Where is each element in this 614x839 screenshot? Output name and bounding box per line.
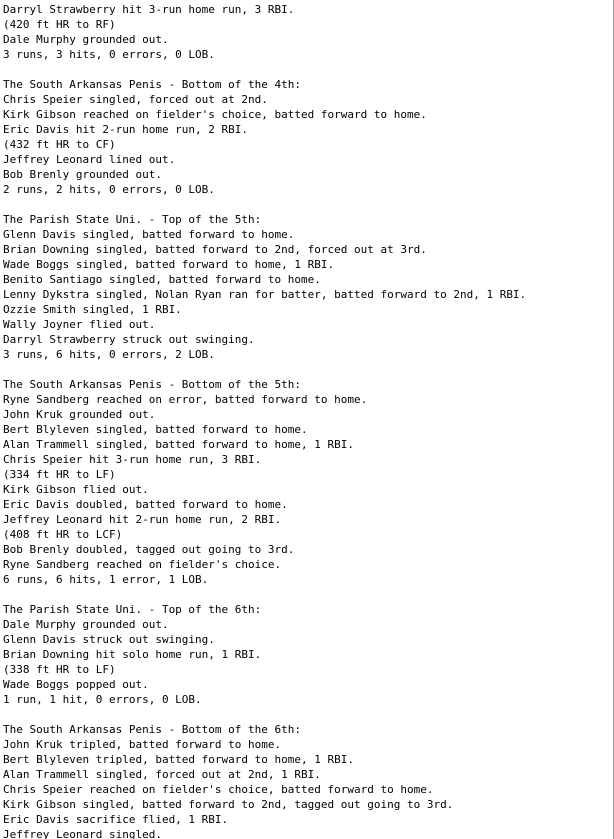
log-line: (408 ft HR to LCF) — [3, 528, 123, 541]
log-line: Bert Blyleven tripled, batted forward to home, 1 RBI. — [3, 753, 354, 766]
log-line: Alan Trammell singled, batted forward to home, 1 RBI. — [3, 438, 354, 451]
log-line: Wally Joyner flied out. — [3, 318, 156, 331]
log-line: Dale Murphy grounded out. — [3, 33, 169, 46]
blank-line — [3, 197, 613, 212]
log-line: Glenn Davis struck out swinging. — [3, 633, 215, 646]
log-line: 1 run, 1 hit, 0 errors, 0 LOB. — [3, 693, 202, 706]
log-line: Darryl Strawberry hit 3-run home run, 3 RBI. — [3, 3, 295, 16]
log-line: Kirk Gibson reached on fielder's choice, batted forward to home. — [3, 108, 427, 121]
log-line: The South Arkansas Penis - Bottom of the 5th: — [3, 378, 302, 391]
blank-line — [3, 362, 613, 377]
log-line: The Parish State Uni. - Top of the 5th: — [3, 213, 262, 226]
log-line: (432 ft HR to CF) — [3, 138, 116, 151]
log-line: The Parish State Uni. - Top of the 6th: — [3, 603, 262, 616]
log-line: 6 runs, 6 hits, 1 error, 1 LOB. — [3, 573, 209, 586]
log-line: Eric Davis hit 2-run home run, 2 RBI. — [3, 123, 249, 136]
log-line: Dale Murphy grounded out. — [3, 618, 169, 631]
log-line: Bob Brenly grounded out. — [3, 168, 162, 181]
log-line: Eric Davis doubled, batted forward to home. — [3, 498, 288, 511]
log-line: Jeffrey Leonard singled. — [3, 828, 162, 839]
log-line: Brian Downing singled, batted forward to 2nd, forced out at 3rd. — [3, 243, 427, 256]
log-line: Bert Blyleven singled, batted forward to home. — [3, 423, 308, 436]
log-line: Wade Boggs singled, batted forward to home, 1 RBI. — [3, 258, 335, 271]
log-line: Alan Trammell singled, forced out at 2nd, 1 RBI. — [3, 768, 321, 781]
play-by-play-log — [3, 2, 613, 839]
log-line: Chris Speier singled, forced out at 2nd. — [3, 93, 268, 106]
log-line: Kirk Gibson flied out. — [3, 483, 149, 496]
log-line: John Kruk grounded out. — [3, 408, 156, 421]
log-line: 3 runs, 6 hits, 0 errors, 2 LOB. — [3, 348, 215, 361]
log-line: 2 runs, 2 hits, 0 errors, 0 LOB. — [3, 183, 215, 196]
log-line: Wade Boggs popped out. — [3, 678, 149, 691]
log-line: Ryne Sandberg reached on error, batted forward to home. — [3, 393, 368, 406]
log-line: 3 runs, 3 hits, 0 errors, 0 LOB. — [3, 48, 215, 61]
log-line: Bob Brenly doubled, tagged out going to 3rd. — [3, 543, 295, 556]
log-line: Chris Speier reached on fielder's choice, batted forward to home. — [3, 783, 434, 796]
blank-line — [3, 587, 613, 602]
blank-line — [3, 707, 613, 722]
log-line: Jeffrey Leonard hit 2-run home run, 2 RBI. — [3, 513, 282, 526]
log-line: The South Arkansas Penis - Bottom of the 6th: — [3, 723, 302, 736]
log-line: (334 ft HR to LF) — [3, 468, 116, 481]
blank-line — [3, 62, 613, 77]
log-line: (420 ft HR to RF) — [3, 18, 116, 31]
log-line: John Kruk tripled, batted forward to home. — [3, 738, 282, 751]
log-line: (338 ft HR to LF) — [3, 663, 116, 676]
log-line: Chris Speier hit 3-run home run, 3 RBI. — [3, 453, 262, 466]
log-line: Jeffrey Leonard lined out. — [3, 153, 176, 166]
log-line: Glenn Davis singled, batted forward to home. — [3, 228, 295, 241]
log-line: Darryl Strawberry struck out swinging. — [3, 333, 255, 346]
log-line: Ozzie Smith singled, 1 RBI. — [3, 303, 182, 316]
log-line: Brian Downing hit solo home run, 1 RBI. — [3, 648, 262, 661]
log-line: Kirk Gibson singled, batted forward to 2nd, tagged out going to 3rd. — [3, 798, 454, 811]
log-line: Eric Davis sacrifice flied, 1 RBI. — [3, 813, 229, 826]
log-line: The South Arkansas Penis - Bottom of the 4th: — [3, 78, 302, 91]
log-line: Benito Santiago singled, batted forward to home. — [3, 273, 321, 286]
log-line: Ryne Sandberg reached on fielder's choice. — [3, 558, 282, 571]
log-line: Lenny Dykstra singled, Nolan Ryan ran for batter, batted forward to 2nd, 1 RBI. — [3, 288, 527, 301]
